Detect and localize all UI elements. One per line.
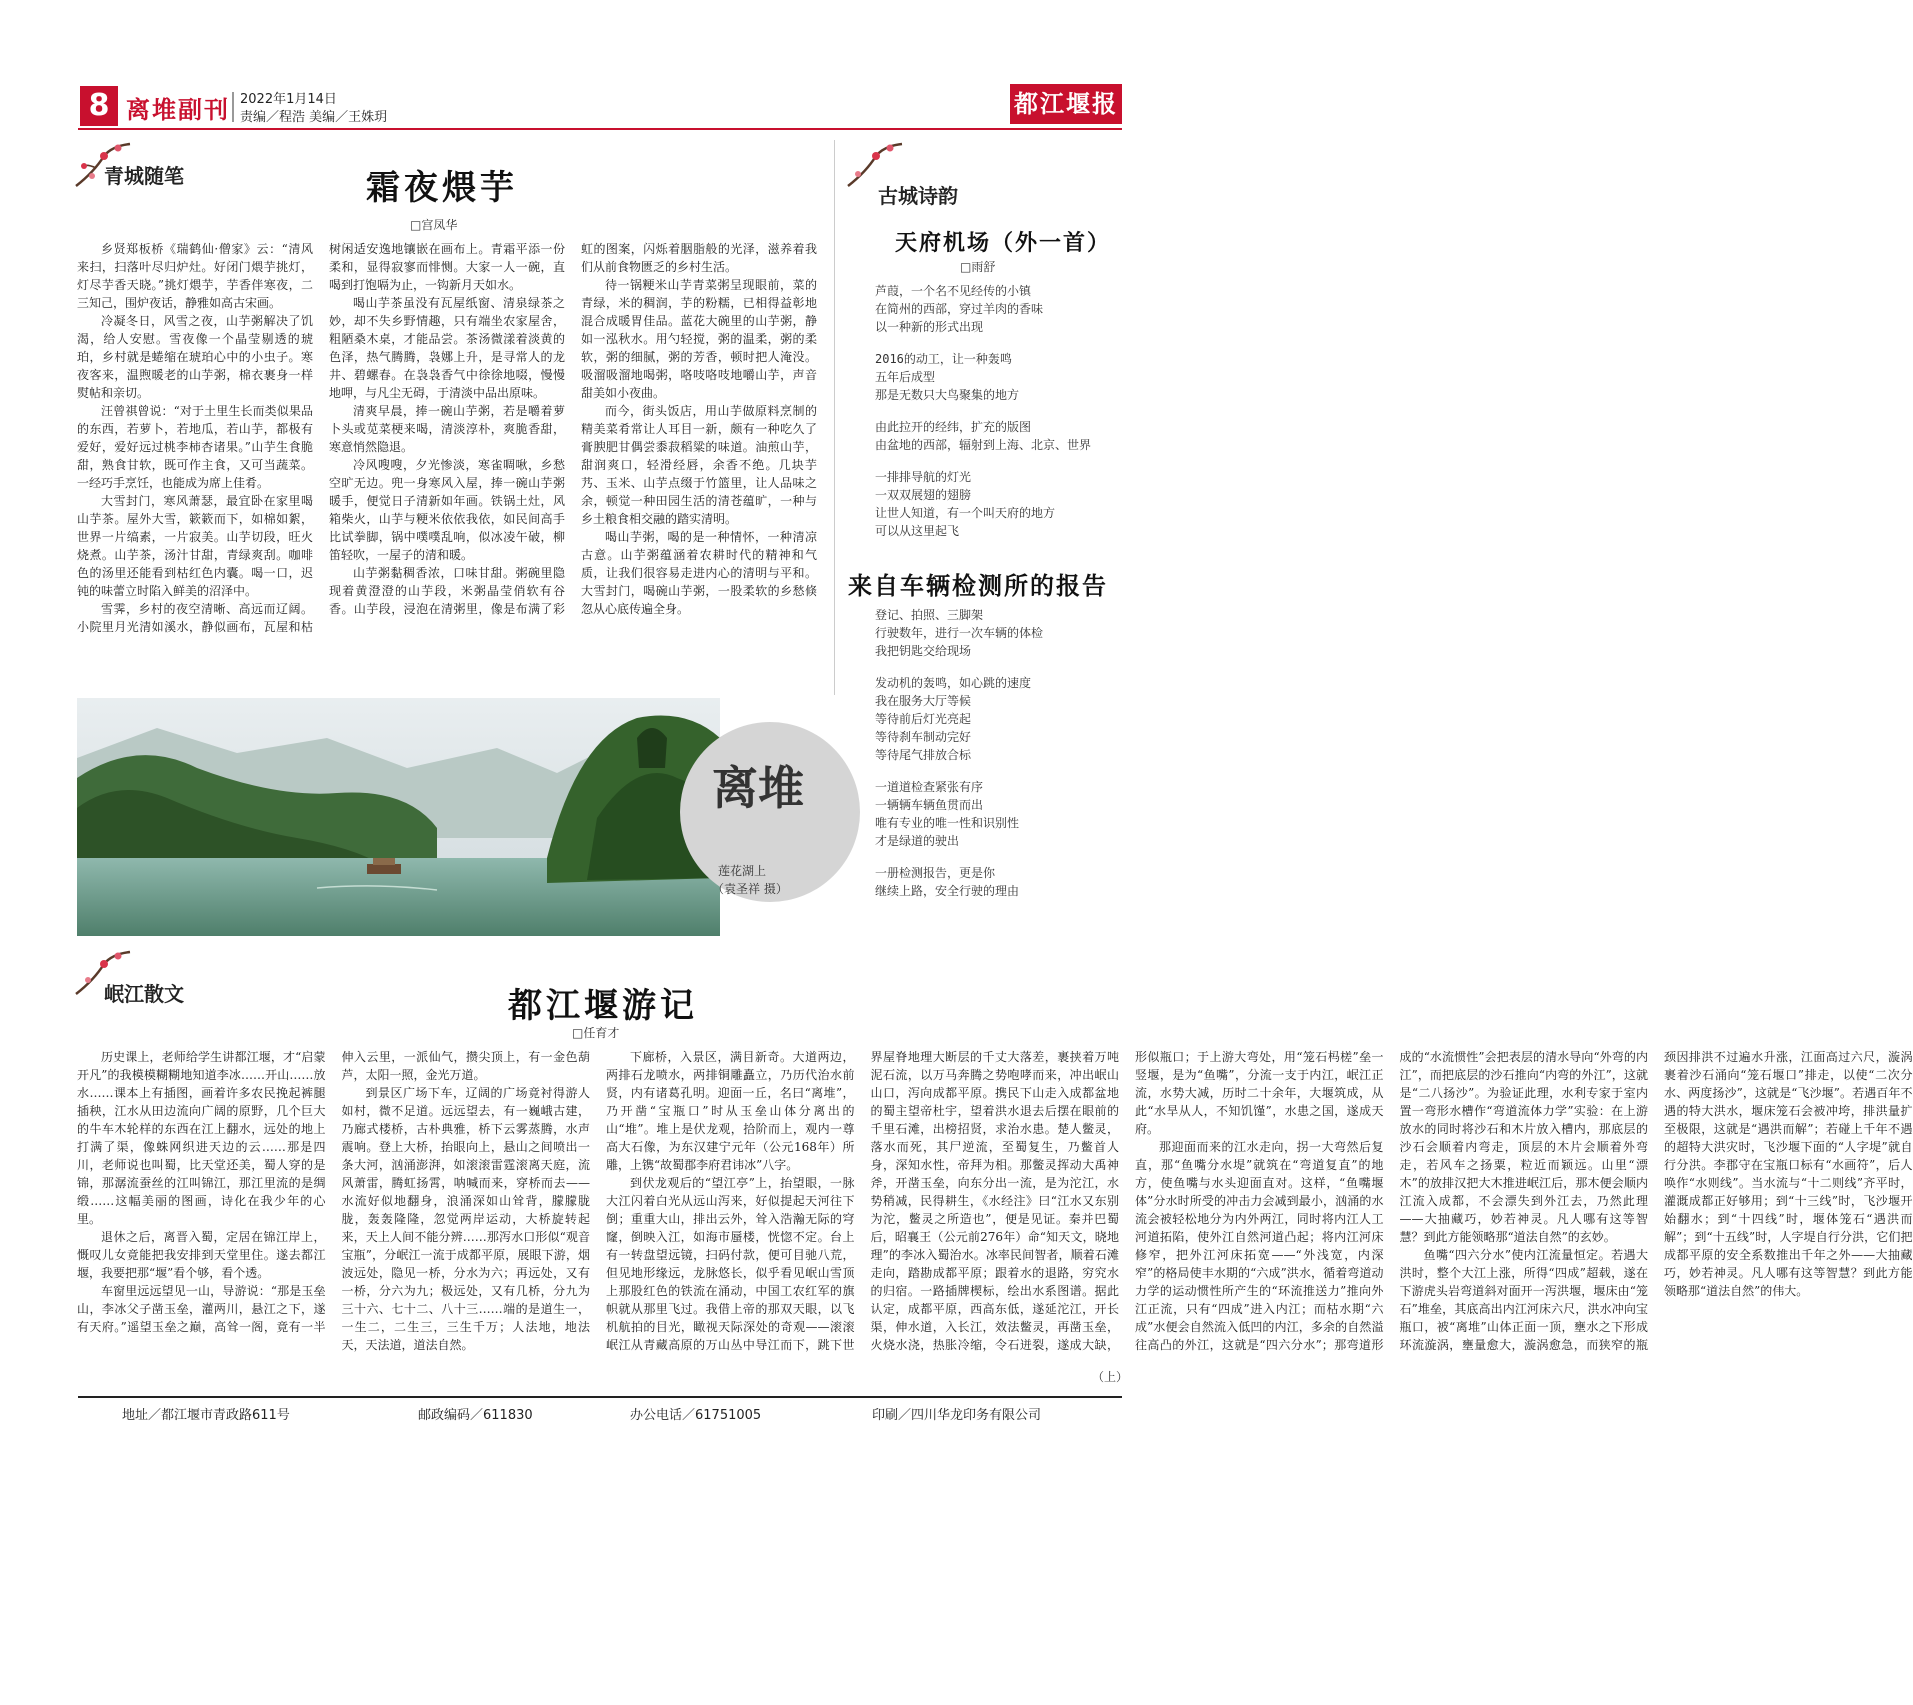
paragraph: 山芋粥黏稠香浓，口味甘甜。粥碗里隐现着黄澄澄的山芋段，米粥晶莹俏软有谷香。山芋段，浸泡在清粥里，像是布满了彩虹的图案，闪烁着胭脂般的光泽，滋养着我们从前食物匮乏的乡村生活。 bbox=[329, 242, 817, 616]
paragraph: 待一锅粳米山芋青菜粥呈现眼前，菜的青绿，米的稠润，芋的粉糯，已相得益彰地混合成暖胃佳品。蓝花大碗里的山芋粥，静如一泓秋水。用勺轻搅，粥的温柔，粥的柔软，粥的细腻，粥的芳香，顿时把人淹没。吸溜吸溜地喝粥，咯吱咯吱地嚼山芋，声音甜美如小夜曲。 bbox=[581, 278, 817, 400]
paragraph: 喝山芋粥，喝的是一种情怀，一种清凉古意。山芋粥蕴涵着农耕时代的精神和气质，让我们很容易走进内心的清明与平和。大雪封门，喝碗山芋粥，一股柔软的乡愁倏忽从心底传遍全身。 bbox=[581, 530, 817, 616]
paragraph: 雪霁，乡村的夜空清晰、高远而辽阔。小院里月光清如溪水，静似画布，瓦屋和枯树闲适安逸地镶嵌在画布上。青霜平添一份柔和，显得寂寥而悱恻。大家一人一碗，直喝到打饱嗝为止，一钩新月天如水。 bbox=[77, 242, 565, 634]
paragraph: 汪曾祺曾说：“对于土里生长而类似果品的东西，若萝卜，若地瓜，若山芋，都极有爱好，爱好远过桃李柿杏诸果。”山芋生食脆甜，熟食甘软，既可作主食，又可当蔬菜。一经巧手烹饪，也能成为席上佳肴。 bbox=[77, 404, 313, 490]
paragraph: 大雪封门，寒风萧瑟，最宜卧在家里喝山芋茶。屋外大雪，簌簌而下，如棉如絮，世界一片缟素，一片寂美。山芋切段，旺火烧煮。山芋茶，汤汁甘甜，青绿爽刮。咖啡色的汤里还能看到枯红色内囊。喝一口，迟钝的味蕾立时陷入鲜美的沼泽中。 bbox=[77, 494, 313, 598]
essay-title-frost-night: 霜夜煨芋 bbox=[366, 168, 518, 208]
paragraph: 退休之后，离晋入蜀，定居在锦江岸上，慨叹儿女竟能把我安排到天堂里住。遂去都江堰，我要把那“堰”看个够，看个透。 bbox=[77, 1230, 326, 1280]
content-bottom-rule bbox=[78, 1396, 1122, 1398]
paragraph: 喝山芋茶虽没有瓦屋纸窗、清泉绿茶之妙，却不失乡野情趣，只有端坐农家屋舍，粗陋桑木桌，才能品尝。茶汤微漾着淡黄的色泽，热气腾腾，袅娜上升，是寻常人的龙井、碧螺春。在袅袅香气中徐徐地啜，慢慢地呷，与凡尘无碍，于清淡中品出原味。 bbox=[329, 296, 565, 400]
section-name: 离堆副刊 bbox=[126, 96, 230, 124]
editors: 责编／程浩 美编／王姝玥 bbox=[240, 110, 388, 125]
paragraph: 那迎面而来的江水走向，拐一大弯然后复直，那“鱼嘴分水堤”就筑在“弯道复直”的地方，使鱼嘴与水头迎面直对。这样，“鱼嘴堰体”分水时所受的冲击力会减到最小，汹涌的水流会被轻松地分为内外两江，同时将内江人工河道拓陷，使外江自然河道凸起；将内江河床修窄，把外江河床拓宽——“外浅宽，内深窄”的格局使丰水期的“六成”洪水，循着弯道动力学的运动惯性所产生的“环流推送力”推向外江正流，只有“四成”进入内江；而枯水期“六成”水便会自然流入低凹的内江，多余的自然溢往高凸的外江，这就是“四六分水”；那弯道形成的“水流惯性”会把表层的清水导向“外弯的内江”，而把底层的沙石推向“内弯的外江”，这就是“二八扬沙”。为验证此理，水利专家于室内置一弯形水槽作“弯道流体力学”实验：在上游放水的同时将沙石和木片放入槽内，那底层的沙石会顺着内弯走，顶层的木片会顺着外弯走，若风车之扬粟，粒近而颖远。山里“漂木”的放排汉把大木推进岷江后，那木便会顺内江流入成都，不会漂失到外江去，乃然此理——大抽藏巧，妙若神灵。凡人哪有这等智慧？到此方能领略那“道法自然”的玄妙。 bbox=[1135, 1050, 1648, 1352]
photo-caption-location: 莲花湖上 bbox=[718, 864, 767, 878]
stanza: 发动机的轰鸣，如心跳的速度 我在服务大厅等候 等待前后灯光亮起 等待刹车制动完好 等待尾气排放合标 bbox=[875, 676, 1032, 762]
stanza: 由此拉开的经纬，扩充的版图 由盆地的西部，辐射到上海、北京、世界 bbox=[875, 420, 1092, 452]
footer-printer: 印刷／四川华龙印务有限公司 bbox=[872, 1408, 1042, 1423]
paragraph: 历史课上，老师给学生讲都江堰，才“启蒙开凡”的我模模糊糊地知道李冰……开山……放水……课本上有插图，画着许多农民挽起裤腿插秧，江水从田边流向广阔的原野，几个巨大的牛车木轮样的东西在江上翻水，远处的地上打满了渠，像蛛网织进天边的云……那是四川，老师说也叫蜀，比天堂还美，蜀人穿的是锦，那潺流蚕丝的江叫锦江，那江里流的是绸缎……这幅美丽的图画，诗化在我少年的心里。 bbox=[77, 1050, 326, 1226]
poem-title-airport: 天府机场（外一首） bbox=[895, 230, 1112, 256]
paragraph: 到景区广场下车，辽阔的广场竟衬得游人如村，微不足道。远远望去，有一巍峨古建，乃廊式楼桥，古朴典雅，桥下云雾蒸腾，水声震响。登上大桥，抬眼向上，悬山之间喷出一条大河，汹涌澎湃，如滚滚雷霆滚离天庭，流风萧雷，腾虹扬霄，呐喊而来，穿桥而去——水流好似地翻身，浪涌深如山耸背，朦朦胧胧，轰轰隆隆，忽觉两岸运动，大桥旋转起来，天上人间不能分辨……那泻水口形似“观音宝瓶”，分岷江一流于成都平原，展眼下游，烟波远处，隐见一桥，分水为六；再远处，又有一桥，分六为九；极远处，又有几桥，分九为三十六、七十二、八十三……端的是道生一，一生二，二生三，三生千万；人法地，地法天，天法道，道法自然。 bbox=[341, 1086, 590, 1352]
column-label-gucheng: 古城诗韵 bbox=[878, 184, 958, 208]
paragraph: 冷风嗖嗖，夕光惨淡，寒雀啁啾，乡愁空旷无边。兜一身寒风入屋，捧一碗山芋粥暖手，便觉日子清新如年画。铁锅土灶，风箱柴火，山芋与粳米依依我依，如民间高手比试拳脚，锅中噗噗乱响，似冰凌午破，柳笛轻吹，一屋子的清和暖。 bbox=[329, 458, 565, 562]
column-label-minjiang: 岷江散文 bbox=[104, 982, 184, 1006]
to-be-continued: （上） bbox=[1092, 1370, 1129, 1384]
paragraph: 鱼嘴“四六分水”使内江流量恒定。若遇大洪时，整个大江上涨，所得“四成”超载，遂在下游虎头岩弯道斜对面开一泻洪堰，堰床由“笼石”堆垒，其底高出内江河床六尺，洪水冲向宝瓶口，被“离堆”山体正面一顶，壅水之下形成环流漩涡，壅量愈大，漩涡愈急，而狭窄的瓶颈因排洪不过遍水升涨，江面高过六尺，漩涡裹着沙石涌向“笼石堰口”排走，以使“二次分水、两度扬沙”，这就是“飞沙堰”。若遇百年不遇的特大洪水，堰床笼石会被冲垮，排洪量扩至极限，这就是“遇洪而解”；若碰上千年不遇的超特大洪灾时，飞沙堰下面的“人字堤”就自行分洪。李郡守在宝瓶口标有“水画符”，后人唤作“水则线”。当水流与“十二则线”齐平时，灌溉成都正好够用；到“十三线”时，飞沙堰开始翻水；到“十四线”时，堰体笼石“遇洪而解”；到“十五线”时，人字堤自行分洪，它们把成都平原的安全系数推出千年之外——大抽藏巧，妙若神灵。凡人哪有这等智慧？到此方能领略那“道法自然”的伟大。 bbox=[1399, 1050, 1913, 1352]
paragraph: 车窗里远远望见一山，导游说：“那是玉垒山，李冰父子凿玉垒，灌两川，悬江之下，遂有天府。”遥望玉垒之巅，高耸一阁，竟有一半伸入云里，一派仙气，攒尖顶上，有一金色葫芦，太阳一照，金光万道。 bbox=[77, 1050, 590, 1334]
column-label-qingcheng: 青城随笔 bbox=[104, 164, 184, 188]
photo-label-text: 离堆 bbox=[712, 761, 804, 815]
stanza: 登记、拍照、三脚架 行驶数年，进行一次车辆的体检 我把钥匙交给现场 bbox=[875, 608, 1044, 658]
newspaper-logo: 都江堰报 bbox=[1010, 84, 1122, 124]
photo-caption-credit: （袁圣祥 摄） bbox=[712, 882, 788, 896]
poem-author: □雨舒 bbox=[960, 260, 996, 274]
stanza: 一排排导航的灯光 一双双展翅的翅膀 让世人知道，有一个叫天府的地方 可以从这里起飞 bbox=[875, 470, 1056, 538]
poem-title-vehicle-report: 来自车辆检测所的报告 bbox=[848, 571, 1108, 600]
page-number: 8 bbox=[80, 86, 118, 126]
footer-postcode: 邮政编码／611830 bbox=[418, 1408, 533, 1423]
stanza: 一道道检查紧张有序 一辆辆车辆鱼贯而出 唯有专业的唯一性和识别性 才是绿道的驶出 bbox=[875, 780, 1020, 848]
essay-title-dujiangyan: 都江堰游记 bbox=[508, 986, 698, 1026]
paragraph: 清爽早晨，捧一碗山芋粥，若是嚼着萝卜头或苋菜梗来喝，清淡淳朴，爽脆香甜，寒意悄然隐退。 bbox=[329, 404, 565, 454]
header-divider bbox=[232, 92, 234, 122]
essay-body-dujiangyan bbox=[77, 1048, 1913, 1362]
poem-body-vehicle-report bbox=[875, 606, 1120, 900]
footer-address: 地址／都江堰市青政路611号 bbox=[122, 1408, 290, 1423]
paragraph: 冷凝冬日，风雪之夜，山芋粥解决了饥渴，给人安慰。雪夜像一个晶莹剔透的琥珀，乡村就是蜷缩在琥珀心中的小虫子。寒夜客来，温煦暖老的山芋粥，棉衣裹身一样熨帖和亲切。 bbox=[77, 314, 313, 400]
header-rule bbox=[78, 128, 1122, 130]
essay-author: □任育才 bbox=[572, 1026, 620, 1040]
issue-date: 2022年1月14日 bbox=[240, 92, 337, 107]
stanza: 一册检测报告，更是你 继续上路，安全行驶的理由 bbox=[875, 866, 1020, 898]
stanza: 2016的动工，让一种轰鸣 五年后成型 那是无数只大鸟聚集的地方 bbox=[875, 352, 1020, 402]
poem-body-airport bbox=[875, 282, 1120, 540]
footer-phone: 办公电话／61751005 bbox=[630, 1408, 762, 1423]
paragraph: 乡贤郑板桥《瑞鹤仙·僧家》云：“清风来扫，扫落叶尽归炉灶。好闭门煨芋挑灯，灯尽芋香天晓。”挑灯煨芋，芋香伴寒夜，二三知己，围炉夜话，静雅如高古宋画。 bbox=[77, 242, 313, 310]
paragraph: 到伏龙观后的“望江亭”上，抬望眼，一脉大江闪着白光从远山泻来，好似提起天河往下倒；重重大山，排出云外，耸入浩瀚无际的穹窿，倒映入江，如海市蜃楼，恍惚不定。台上有一转盘望远镜，扫码付款，便可目驰八荒，但见地形缘远，龙脉悠长，似乎看见岷山雪顶上那股红色的铁流在涌动，中国工农红军的旗帜就从那里飞过。我借上帝的那双天眼，以飞机航拍的目光，瞰视天际深处的奇观——滚滚岷江从青藏高原的万山丛中导江而下，跳下世界屋脊地理大断层的千丈大落差，裹挟着万吨泥石流，以万马奔腾之势咆哮而来，冲出岷山山口，泻向成都平原。携民下山走入成都盆地的蜀主望帝杜宇，望着洪水退去后摆在眼前的千里石滩，出榜招贤，求治水患。楚人鳖灵，落水而死，其尸逆流，至蜀复生，乃鳖首人身，深知水性，帝拜为相。那鳖灵挥动大禹神斧，开凿玉垒，向东分出一流，是为沱江，水势稍减，民得耕生，《水经注》曰“江水又东别为沱，鳖灵之所造也”，便是见证。秦并巴蜀后，昭襄王（公元前276年）命“知天文，晓地理”的李冰入蜀治水。冰率民间智者，顺着石滩走向，踏勘成都平原；跟着水的退路，穷究水的归宿。一路插牌楔标，绘出水系图谱。据此认定，成都平原，西高东低，遂延沱江，开长渠，伸水道，入长江，效法鳖灵，再凿玉垒，火烧水浇，热胀冷缩，令石迸裂，遂成大缺，形似瓶口；于上游大弯处，用“笼石杩槎”垒一竖堰，是为“鱼嘴”，分流一支于内江，岷江正流，水势大减，历时二十余年，大堰筑成，从此“水旱从人，不知饥馑”，水患之国，遂成天府。 bbox=[606, 1050, 1384, 1352]
stanza: 芦葭，一个名不见经传的小镇 在简州的西部，穿过羊肉的香味 以一种新的形式出现 bbox=[875, 284, 1044, 334]
essay-author: □宫凤华 bbox=[410, 218, 458, 232]
paragraph: 下廊桥，入景区，满目新奇。大道两边，两排石龙喷水，两排铜雕矗立，乃历代治水前贤，内有诸葛孔明。迎面一丘，名曰“离堆”，乃开凿“宝瓶口”时从玉垒山体分离出的山“堆”。堆上是伏龙观，拾阶而上，观内一尊高大石像，为东汉建宁元年（公元168年）所雕，上镌“故蜀郡李府君讳冰”八字。 bbox=[606, 1050, 855, 1172]
essay-body-frost-night bbox=[77, 240, 817, 670]
paragraph: 而今，街头饭店，用山芋做原料烹制的精美菜肴常让人耳目一新，颇有一种吃久了膏腴肥甘偶尝黍菽稻粱的味道。油煎山芋，甜润爽口，轻滑经唇，余香不绝。几块芋艿、玉米、山芋点缀于竹篮里，让人品味之余，顿觉一种田园生活的清苍蕴旷，一种与乡土粮食相交融的踏实清明。 bbox=[581, 404, 817, 526]
column-divider bbox=[834, 140, 835, 695]
landscape-image bbox=[77, 698, 720, 936]
lotus-lake-photo bbox=[77, 698, 720, 936]
